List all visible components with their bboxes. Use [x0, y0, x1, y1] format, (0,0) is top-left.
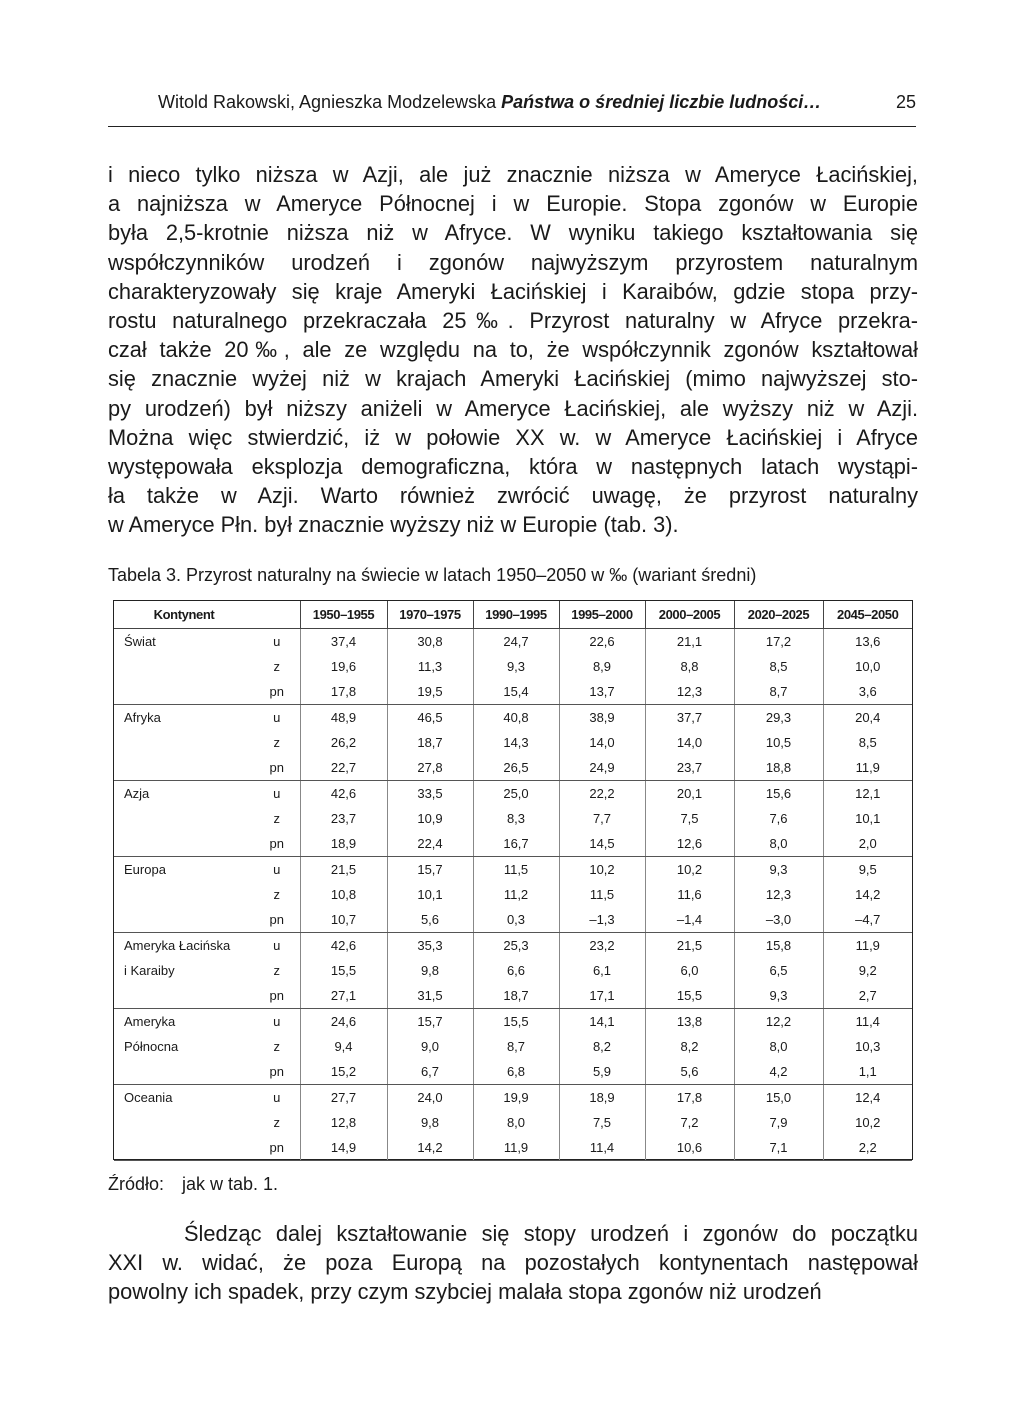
continent-name: i Karaiby — [124, 963, 175, 978]
column-header-kontynent: Kontynent — [114, 601, 254, 629]
table-cell: 12,8 — [300, 1110, 387, 1135]
header-authors — [158, 90, 821, 114]
table-cell: 17,8 — [645, 1085, 734, 1111]
table-cell: 19,5 — [387, 679, 473, 705]
text-line: Można więc stwierdzić, iż w połowie XX w. w Ameryce Łacińskiej i Afryce — [108, 424, 918, 450]
table-cell: 26,2 — [300, 730, 387, 755]
table-source — [108, 1172, 278, 1196]
table-cell: 10,6 — [645, 1135, 734, 1161]
continent-name: Europa — [124, 862, 166, 877]
indicator-code: pn — [254, 679, 300, 705]
table-cell: 11,3 — [387, 654, 473, 679]
table-cell: 2,2 — [823, 1135, 912, 1161]
table-cell: 14,2 — [387, 1135, 473, 1161]
table-cell: 7,1 — [734, 1135, 823, 1161]
table-cell: 8,2 — [645, 1034, 734, 1059]
table-cell: 10,3 — [823, 1034, 912, 1059]
continent-name — [114, 1059, 254, 1085]
column-header: 1995–2000 — [559, 601, 645, 629]
table-cell: 9,3 — [473, 654, 559, 679]
table-cell: 10,2 — [823, 1110, 912, 1135]
table-cell: 24,9 — [559, 755, 645, 781]
table-cell: 9,8 — [387, 1110, 473, 1135]
indicator-code: pn — [254, 831, 300, 857]
running-header — [108, 90, 916, 122]
table-row — [114, 1034, 912, 1059]
table-cell: 6,5 — [734, 958, 823, 983]
table-cell: 27,8 — [387, 755, 473, 781]
table-cell: 9,2 — [823, 958, 912, 983]
table-cell: 15,2 — [300, 1059, 387, 1085]
table-cell: 48,9 — [300, 705, 387, 731]
table-cell: 18,7 — [387, 730, 473, 755]
table-cell: 21,5 — [300, 857, 387, 883]
table-cell: 19,9 — [473, 1085, 559, 1111]
continent-name — [114, 983, 254, 1009]
indicator-code: z — [273, 811, 280, 826]
column-header — [254, 601, 300, 629]
source-label: Źródło: — [108, 1174, 165, 1194]
table-cell: 7,5 — [559, 1110, 645, 1135]
table-cell: 18,7 — [473, 983, 559, 1009]
column-header: 1990–1995 — [473, 601, 559, 629]
indicator-code: pn — [254, 755, 300, 781]
indicator-code: pn — [254, 1135, 300, 1161]
indicator-code: u — [273, 938, 281, 953]
table-cell: 12,3 — [734, 882, 823, 907]
table-cell: 13,6 — [823, 629, 912, 655]
table-cell: 7,2 — [645, 1110, 734, 1135]
continent-name — [114, 730, 254, 755]
page-number: 25 — [895, 92, 916, 112]
table-cell: 11,9 — [823, 933, 912, 959]
table-cell: 17,8 — [300, 679, 387, 705]
header-rule — [108, 126, 916, 127]
table-cell: 7,5 — [645, 806, 734, 831]
continent-name — [114, 882, 254, 907]
table-cell: 27,7 — [300, 1085, 387, 1111]
table-row — [114, 730, 912, 755]
table-cell: 11,4 — [823, 1009, 912, 1035]
continent-name: Ameryka — [124, 1014, 176, 1029]
text-line: rostu naturalnego przekraczała 25‰. Przyrost naturalny w Afryce przekra- — [108, 308, 918, 334]
table-cell: 23,7 — [300, 806, 387, 831]
table-cell: 7,6 — [734, 806, 823, 831]
header-author-names: Witold Rakowski, Agnieszka Modzelewska — [158, 92, 497, 112]
table-cell: 7,7 — [559, 806, 645, 831]
text-line: była 2,5-krotnie niższa niż w Afryce. W wyniku takiego kształtowania się — [108, 220, 918, 246]
table-cell: 29,3 — [734, 705, 823, 731]
continent-name — [114, 679, 254, 705]
table-cell: 19,6 — [300, 654, 387, 679]
table-row — [114, 857, 912, 883]
table-cell: 6,7 — [387, 1059, 473, 1085]
table-cell: 16,7 — [473, 831, 559, 857]
table-header-row — [114, 601, 912, 629]
table-cell: 8,0 — [734, 831, 823, 857]
continent-name: Afryka — [124, 710, 161, 725]
table-row — [114, 755, 912, 781]
table-cell: 27,1 — [300, 983, 387, 1009]
table-cell: 18,9 — [300, 831, 387, 857]
table-row — [114, 1085, 912, 1111]
table-cell: 6,8 — [473, 1059, 559, 1085]
indicator-code: z — [273, 963, 280, 978]
table-row — [114, 983, 912, 1009]
table-cell: 12,1 — [823, 781, 912, 807]
continent-name: Ameryka Łacińska — [124, 938, 231, 953]
table-cell: 17,1 — [559, 983, 645, 1009]
table-cell: 22,2 — [559, 781, 645, 807]
table-cell: 24,0 — [387, 1085, 473, 1111]
table-cell: 9,4 — [300, 1034, 387, 1059]
table-cell: 15,7 — [387, 857, 473, 883]
table-row — [114, 781, 912, 807]
text-line: występowała eksplozja demograficzna, która w następnych latach wystąpi- — [108, 454, 918, 480]
table-cell: 21,1 — [645, 629, 734, 655]
indicator-code: u — [273, 786, 281, 801]
table-cell: 8,8 — [645, 654, 734, 679]
table-cell: 11,6 — [645, 882, 734, 907]
table-row — [114, 1110, 912, 1135]
table-row — [114, 831, 912, 857]
table-cell: 5,9 — [559, 1059, 645, 1085]
table-cell: 25,0 — [473, 781, 559, 807]
table-cell: 22,4 — [387, 831, 473, 857]
text-line: i nieco tylko niższa w Azji, ale już znacznie niższa w Ameryce Łacińskiej, — [108, 162, 918, 187]
text-line: charakteryzowały się kraje Ameryki Łacińskiej i Karaibów, gdzie stopa przy- — [108, 278, 918, 304]
indicator-code: pn — [254, 907, 300, 933]
table-cell: –1,4 — [645, 907, 734, 933]
table-cell: 5,6 — [387, 907, 473, 933]
table-cell: 8,7 — [473, 1034, 559, 1059]
continent-name — [114, 907, 254, 933]
table-cell: 13,8 — [645, 1009, 734, 1035]
table-cell: 15,8 — [734, 933, 823, 959]
table-cell: 15,6 — [734, 781, 823, 807]
table-cell: 26,5 — [473, 755, 559, 781]
table-cell: 8,3 — [473, 806, 559, 831]
table-row — [114, 629, 912, 655]
table-cell: 7,9 — [734, 1110, 823, 1135]
table-cell: 11,9 — [473, 1135, 559, 1161]
continent-name — [114, 806, 254, 831]
table-cell: 40,8 — [473, 705, 559, 731]
table-cell: 15,5 — [473, 1009, 559, 1035]
continent-name — [114, 654, 254, 679]
indicator-code: z — [273, 735, 280, 750]
continent-name — [114, 1110, 254, 1135]
table-cell: 14,5 — [559, 831, 645, 857]
table-cell: 11,5 — [559, 882, 645, 907]
header-book-title: Państwa o średniej liczbie ludności… — [501, 92, 822, 112]
table-cell: 8,0 — [473, 1110, 559, 1135]
table-cell: 15,5 — [300, 958, 387, 983]
table-row — [114, 705, 912, 731]
column-header: 2045–2050 — [823, 601, 912, 629]
table-row — [114, 1135, 912, 1161]
table-cell: 31,5 — [387, 983, 473, 1009]
indicator-code: z — [273, 1039, 280, 1054]
table-cell: 9,8 — [387, 958, 473, 983]
continent-name: Oceania — [124, 1090, 173, 1105]
table-cell: 6,1 — [559, 958, 645, 983]
table-cell: 46,5 — [387, 705, 473, 731]
table-cell: 9,3 — [734, 857, 823, 883]
table-cell: 9,5 — [823, 857, 912, 883]
indicator-code: z — [273, 659, 280, 674]
table-cell: 8,5 — [734, 654, 823, 679]
table-cell: 10,1 — [823, 806, 912, 831]
table-cell: 9,0 — [387, 1034, 473, 1059]
paragraph-1 — [108, 160, 918, 540]
column-header: 1950–1955 — [300, 601, 387, 629]
table-cell: 22,6 — [559, 629, 645, 655]
text-line: współczynników urodzeń i zgonów najwyższym przyrostem naturalnym — [108, 249, 918, 275]
table-row — [114, 907, 912, 933]
table-cell: 2,7 — [823, 983, 912, 1009]
indicator-code: u — [273, 1090, 281, 1105]
table-cell: 42,6 — [300, 781, 387, 807]
table-cell: 8,7 — [734, 679, 823, 705]
table-cell: 8,0 — [734, 1034, 823, 1059]
table-row — [114, 933, 912, 959]
table-cell: 10,2 — [559, 857, 645, 883]
table-cell: 10,1 — [387, 882, 473, 907]
table-cell: 12,6 — [645, 831, 734, 857]
table-cell: 10,9 — [387, 806, 473, 831]
indicator-code: u — [273, 710, 281, 725]
table-cell: 23,2 — [559, 933, 645, 959]
table-cell: 14,9 — [300, 1135, 387, 1161]
table-cell: 5,6 — [645, 1059, 734, 1085]
table-cell: 15,7 — [387, 1009, 473, 1035]
table-cell: 10,8 — [300, 882, 387, 907]
table-cell: 15,5 — [645, 983, 734, 1009]
table-cell: 10,2 — [645, 857, 734, 883]
table-cell: 8,2 — [559, 1034, 645, 1059]
text-line: a najniższa w Ameryce Północnej i w Europie. Stopa zgonów w Europie — [108, 191, 918, 217]
indicator-code: z — [273, 1115, 280, 1130]
table-row — [114, 882, 912, 907]
table-cell: 2,0 — [823, 831, 912, 857]
table-cell: 14,2 — [823, 882, 912, 907]
table-cell: 33,5 — [387, 781, 473, 807]
table-cell: 14,0 — [559, 730, 645, 755]
text-line: XXI w. widać, że poza Europą na pozostałych kontynentach następował — [108, 1250, 918, 1276]
table-row — [114, 1059, 912, 1085]
table-cell: 18,9 — [559, 1085, 645, 1111]
table-cell: 15,0 — [734, 1085, 823, 1111]
table-body — [114, 629, 912, 1161]
indicator-code: pn — [254, 1059, 300, 1085]
text-line: py urodzeń) był niższy aniżeli w Ameryce Łacińskiej, ale wyższy niż w Azji. — [108, 395, 918, 421]
text-line: powolny ich spadek, przy czym szybciej malała stopa zgonów niż urodzeń — [108, 1279, 822, 1305]
table-cell: 11,4 — [559, 1135, 645, 1161]
table-cell: 35,3 — [387, 933, 473, 959]
indicator-code: z — [273, 887, 280, 902]
table-cell: 6,0 — [645, 958, 734, 983]
table-row — [114, 958, 912, 983]
column-header: 2020–2025 — [734, 601, 823, 629]
continent-name — [114, 755, 254, 781]
indicator-code: u — [273, 634, 281, 649]
table-cell: 12,3 — [645, 679, 734, 705]
table-row — [114, 1009, 912, 1035]
table-cell: 25,3 — [473, 933, 559, 959]
table-cell: 4,2 — [734, 1059, 823, 1085]
table-cell: 15,4 — [473, 679, 559, 705]
population-growth-table — [114, 601, 912, 1161]
table-cell: 14,3 — [473, 730, 559, 755]
text-line: Śledząc dalej kształtowanie się stopy urodzeń i zgonów do początku — [184, 1221, 918, 1246]
table-cell: 3,6 — [823, 679, 912, 705]
table-cell: –1,3 — [559, 907, 645, 933]
continent-name — [114, 1135, 254, 1161]
text-line: ła także w Azji. Warto również zwrócić uwagę, że przyrost naturalny — [108, 483, 918, 509]
table-row — [114, 679, 912, 705]
table-cell: 24,6 — [300, 1009, 387, 1035]
table-cell: 14,0 — [645, 730, 734, 755]
table-cell: 11,9 — [823, 755, 912, 781]
table-cell: 37,4 — [300, 629, 387, 655]
continent-name: Świat — [124, 634, 156, 649]
continent-name — [114, 831, 254, 857]
column-header: 2000–2005 — [645, 601, 734, 629]
table-cell: 8,5 — [823, 730, 912, 755]
table-cell: 14,1 — [559, 1009, 645, 1035]
text-line: się znacznie wyżej niż w krajach Ameryki Łacińskiej (mimo najwyższej sto- — [108, 366, 918, 392]
column-header: 1970–1975 — [387, 601, 473, 629]
table-cell: 11,5 — [473, 857, 559, 883]
text-line: czał także 20‰, ale ze względu na to, że współczynnik zgonów kształtował — [108, 337, 918, 363]
table-row — [114, 806, 912, 831]
continent-name: Azja — [124, 786, 150, 801]
indicator-code: u — [273, 1014, 281, 1029]
table-cell: 22,7 — [300, 755, 387, 781]
indicator-code: u — [273, 862, 281, 877]
table-cell: 18,8 — [734, 755, 823, 781]
table-frame — [113, 600, 913, 1160]
table-cell: 17,2 — [734, 629, 823, 655]
table-cell: –3,0 — [734, 907, 823, 933]
table-cell: 23,7 — [645, 755, 734, 781]
table-cell: 21,5 — [645, 933, 734, 959]
table-caption: Tabela 3. Przyrost naturalny na świecie w latach 1950–2050 w ‰ (wariant średni) — [108, 565, 757, 585]
table-cell: 42,6 — [300, 933, 387, 959]
table-cell: 10,7 — [300, 907, 387, 933]
table-cell: 12,4 — [823, 1085, 912, 1111]
indicator-code: pn — [254, 983, 300, 1009]
table-cell: 0,3 — [473, 907, 559, 933]
source-text: jak w tab. 1. — [182, 1174, 279, 1194]
table-cell: 13,7 — [559, 679, 645, 705]
table-cell: 10,0 — [823, 654, 912, 679]
table-row — [114, 654, 912, 679]
table-cell: 11,2 — [473, 882, 559, 907]
table-cell: 38,9 — [559, 705, 645, 731]
text-line: w Ameryce Płn. był znacznie wyższy niż w Europie (tab. 3). — [108, 512, 679, 538]
table-cell: 1,1 — [823, 1059, 912, 1085]
table-cell: 20,1 — [645, 781, 734, 807]
table-cell: 6,6 — [473, 958, 559, 983]
table-cell: 9,3 — [734, 983, 823, 1009]
continent-name: Północna — [124, 1039, 179, 1054]
table-cell: 20,4 — [823, 705, 912, 731]
table-cell: 24,7 — [473, 629, 559, 655]
table-cell: 10,5 — [734, 730, 823, 755]
table-cell: 8,9 — [559, 654, 645, 679]
table-cell: 30,8 — [387, 629, 473, 655]
table-cell: 12,2 — [734, 1009, 823, 1035]
table-cell: 37,7 — [645, 705, 734, 731]
paragraph-2 — [108, 1219, 918, 1307]
table-cell: –4,7 — [823, 907, 912, 933]
